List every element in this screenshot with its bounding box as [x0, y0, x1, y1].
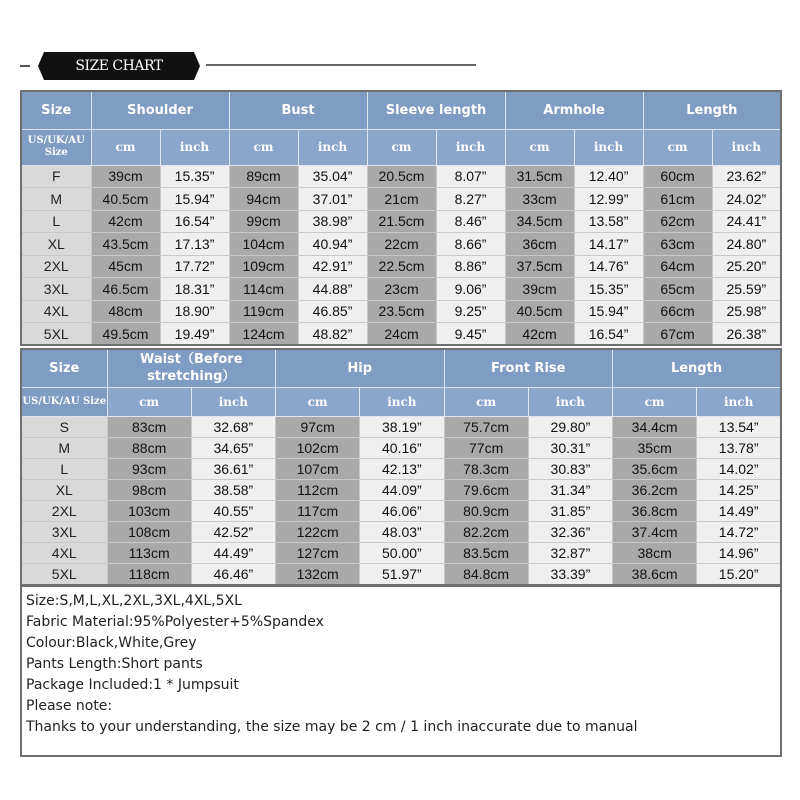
size-cell: 4XL — [21, 300, 91, 323]
size-column-header: Size — [21, 349, 107, 387]
inch-value-cell: 25.59” — [712, 278, 781, 301]
inch-value-cell: 14.02” — [697, 458, 781, 479]
inch-value-cell: 38.58” — [191, 479, 275, 500]
note-line: Thanks to your understanding, the size may be 2 cm / 1 inch inaccurate due to manual — [26, 719, 638, 735]
inch-value-cell: 15.94” — [160, 188, 229, 211]
cm-value-cell: 24cm — [367, 323, 436, 346]
region-size-label: US/UK/AU Size — [21, 387, 107, 416]
cm-value-cell: 60cm — [643, 165, 712, 188]
inch-value-cell: 9.45” — [436, 323, 505, 346]
inch-value-cell: 25.98” — [712, 300, 781, 323]
note-line: Please note: — [26, 698, 113, 714]
cm-value-cell: 37.4cm — [613, 521, 697, 542]
cm-value-cell: 66cm — [643, 300, 712, 323]
unit-inch-label: inch — [191, 387, 275, 416]
inch-value-cell: 33.39” — [528, 564, 612, 585]
inch-value-cell: 9.25” — [436, 300, 505, 323]
group-header: Sleeve length — [367, 91, 505, 129]
table-row — [21, 479, 781, 500]
unit-cm-label: cm — [276, 387, 360, 416]
group-header: Bust — [229, 91, 367, 129]
cm-value-cell: 109cm — [229, 255, 298, 278]
cm-value-cell: 67cm — [643, 323, 712, 346]
inch-value-cell: 38.98” — [298, 210, 367, 233]
cm-value-cell: 36cm — [505, 233, 574, 256]
cm-value-cell: 21.5cm — [367, 210, 436, 233]
inch-value-cell: 12.99” — [574, 188, 643, 211]
inch-value-cell: 32.36” — [528, 521, 612, 542]
cm-value-cell: 64cm — [643, 255, 712, 278]
cm-value-cell: 22cm — [367, 233, 436, 256]
size-cell: 3XL — [21, 278, 91, 301]
unit-row — [21, 387, 781, 416]
inch-value-cell: 30.83” — [528, 458, 612, 479]
cm-value-cell: 77cm — [444, 437, 528, 458]
cm-value-cell: 43.5cm — [91, 233, 160, 256]
inch-value-cell: 14.25” — [697, 479, 781, 500]
cm-value-cell: 132cm — [276, 564, 360, 585]
table-row — [21, 278, 781, 301]
cm-value-cell: 117cm — [276, 500, 360, 521]
unit-cm-label: cm — [444, 387, 528, 416]
inch-value-cell: 8.27” — [436, 188, 505, 211]
cm-value-cell: 35.6cm — [613, 458, 697, 479]
cm-value-cell: 99cm — [229, 210, 298, 233]
cm-value-cell: 83.5cm — [444, 543, 528, 564]
inch-value-cell: 29.80” — [528, 416, 612, 437]
table-row — [21, 188, 781, 211]
cm-value-cell: 75.7cm — [444, 416, 528, 437]
inch-value-cell: 25.20” — [712, 255, 781, 278]
cm-value-cell: 88cm — [107, 437, 191, 458]
size-cell: L — [21, 210, 91, 233]
size-cell: L — [21, 458, 107, 479]
group-header: Waist（Before stretching） — [107, 349, 276, 387]
unit-cm-label: cm — [91, 129, 160, 165]
inch-value-cell: 9.06” — [436, 278, 505, 301]
inch-value-cell: 30.31” — [528, 437, 612, 458]
inch-value-cell: 23.62” — [712, 165, 781, 188]
inch-value-cell: 24.02” — [712, 188, 781, 211]
inch-value-cell: 40.16” — [360, 437, 444, 458]
cm-value-cell: 118cm — [107, 564, 191, 585]
inch-value-cell: 31.34” — [528, 479, 612, 500]
region-size-label: US/UK/AU Size — [21, 129, 91, 165]
inch-value-cell: 38.19” — [360, 416, 444, 437]
unit-inch-label: inch — [697, 387, 781, 416]
inch-value-cell: 13.54” — [697, 416, 781, 437]
cm-value-cell: 36.2cm — [613, 479, 697, 500]
cm-value-cell: 49.5cm — [91, 323, 160, 346]
bottom-size-table — [20, 348, 782, 586]
unit-cm-label: cm — [107, 387, 191, 416]
inch-value-cell: 18.31” — [160, 278, 229, 301]
title-rule — [206, 64, 476, 66]
note-line: Size:S,M,L,XL,2XL,3XL,4XL,5XL — [26, 593, 242, 609]
cm-value-cell: 80.9cm — [444, 500, 528, 521]
cm-value-cell: 102cm — [276, 437, 360, 458]
group-header: Hip — [276, 349, 445, 387]
unit-inch-label: inch — [574, 129, 643, 165]
size-cell: M — [21, 188, 91, 211]
note-line: Package Included:1 * Jumpsuit — [26, 677, 239, 693]
cm-value-cell: 40.5cm — [91, 188, 160, 211]
cm-value-cell: 62cm — [643, 210, 712, 233]
unit-cm-label: cm — [367, 129, 436, 165]
table-row — [21, 165, 781, 188]
inch-value-cell: 44.49” — [191, 543, 275, 564]
inch-value-cell: 34.65” — [191, 437, 275, 458]
inch-value-cell: 46.85” — [298, 300, 367, 323]
cm-value-cell: 93cm — [107, 458, 191, 479]
cm-value-cell: 65cm — [643, 278, 712, 301]
inch-value-cell: 32.68” — [191, 416, 275, 437]
size-cell: 5XL — [21, 323, 91, 346]
table-row — [21, 416, 781, 437]
table-row — [21, 500, 781, 521]
inch-value-cell: 18.90” — [160, 300, 229, 323]
cm-value-cell: 22.5cm — [367, 255, 436, 278]
cm-value-cell: 108cm — [107, 521, 191, 542]
inch-value-cell: 19.49” — [160, 323, 229, 346]
inch-value-cell: 17.13” — [160, 233, 229, 256]
table-row — [21, 255, 781, 278]
inch-value-cell: 8.86” — [436, 255, 505, 278]
inch-value-cell: 12.40” — [574, 165, 643, 188]
inch-value-cell: 42.13” — [360, 458, 444, 479]
unit-cm-label: cm — [505, 129, 574, 165]
group-header: Shoulder — [91, 91, 229, 129]
size-cell: 5XL — [21, 564, 107, 585]
inch-value-cell: 14.72” — [697, 521, 781, 542]
size-cell: XL — [21, 479, 107, 500]
cm-value-cell: 103cm — [107, 500, 191, 521]
inch-value-cell: 14.96” — [697, 543, 781, 564]
cm-value-cell: 21cm — [367, 188, 436, 211]
cm-value-cell: 83cm — [107, 416, 191, 437]
size-cell: 4XL — [21, 543, 107, 564]
cm-value-cell: 38cm — [613, 543, 697, 564]
group-header: Length — [643, 91, 781, 129]
table-row — [21, 233, 781, 256]
size-column-header: Size — [21, 91, 91, 129]
cm-value-cell: 31.5cm — [505, 165, 574, 188]
note-line: Colour:Black,White,Grey — [26, 635, 197, 651]
inch-value-cell: 26.38” — [712, 323, 781, 346]
inch-value-cell: 14.76” — [574, 255, 643, 278]
cm-value-cell: 63cm — [643, 233, 712, 256]
cm-value-cell: 84.8cm — [444, 564, 528, 585]
inch-value-cell: 8.07” — [436, 165, 505, 188]
header-row — [21, 91, 781, 129]
inch-value-cell: 32.87” — [528, 543, 612, 564]
inch-value-cell: 13.78” — [697, 437, 781, 458]
top-size-table — [20, 90, 782, 346]
note-line: Pants Length:Short pants — [26, 656, 203, 672]
inch-value-cell: 48.03” — [360, 521, 444, 542]
inch-value-cell: 15.35” — [574, 278, 643, 301]
inch-value-cell: 42.91” — [298, 255, 367, 278]
inch-value-cell: 50.00” — [360, 543, 444, 564]
unit-inch-label: inch — [712, 129, 781, 165]
cm-value-cell: 94cm — [229, 188, 298, 211]
unit-inch-label: inch — [436, 129, 505, 165]
inch-value-cell: 24.41” — [712, 210, 781, 233]
inch-value-cell: 35.04” — [298, 165, 367, 188]
group-header: Length — [613, 349, 782, 387]
inch-value-cell: 31.85” — [528, 500, 612, 521]
title-banner — [0, 48, 800, 84]
inch-value-cell: 17.72” — [160, 255, 229, 278]
inch-value-cell: 46.46” — [191, 564, 275, 585]
cm-value-cell: 107cm — [276, 458, 360, 479]
note-line: Fabric Material:95%Polyester+5%Spandex — [26, 614, 324, 630]
cm-value-cell: 119cm — [229, 300, 298, 323]
cm-value-cell: 33cm — [505, 188, 574, 211]
cm-value-cell: 112cm — [276, 479, 360, 500]
cm-value-cell: 37.5cm — [505, 255, 574, 278]
size-cell: 2XL — [21, 255, 91, 278]
inch-value-cell: 48.82” — [298, 323, 367, 346]
table-row — [21, 210, 781, 233]
inch-value-cell: 14.49” — [697, 500, 781, 521]
inch-value-cell: 16.54” — [574, 323, 643, 346]
cm-value-cell: 34.4cm — [613, 416, 697, 437]
cm-value-cell: 38.6cm — [613, 564, 697, 585]
inch-value-cell: 16.54” — [160, 210, 229, 233]
size-cell: S — [21, 416, 107, 437]
inch-value-cell: 24.80” — [712, 233, 781, 256]
cm-value-cell: 104cm — [229, 233, 298, 256]
inch-value-cell: 15.35” — [160, 165, 229, 188]
size-cell: 2XL — [21, 500, 107, 521]
inch-value-cell: 42.52” — [191, 521, 275, 542]
inch-value-cell: 8.66” — [436, 233, 505, 256]
inch-value-cell: 13.58” — [574, 210, 643, 233]
inch-value-cell: 44.88” — [298, 278, 367, 301]
cm-value-cell: 36.8cm — [613, 500, 697, 521]
inch-value-cell: 46.06” — [360, 500, 444, 521]
inch-value-cell: 36.61” — [191, 458, 275, 479]
cm-value-cell: 113cm — [107, 543, 191, 564]
unit-inch-label: inch — [160, 129, 229, 165]
cm-value-cell: 42cm — [91, 210, 160, 233]
header-row — [21, 349, 781, 387]
table-row — [21, 458, 781, 479]
cm-value-cell: 122cm — [276, 521, 360, 542]
title-dash — [20, 65, 30, 67]
inch-value-cell: 37.01” — [298, 188, 367, 211]
table-row — [21, 323, 781, 346]
cm-value-cell: 35cm — [613, 437, 697, 458]
unit-cm-label: cm — [613, 387, 697, 416]
unit-row — [21, 129, 781, 165]
group-header: Armhole — [505, 91, 643, 129]
cm-value-cell: 78.3cm — [444, 458, 528, 479]
cm-value-cell: 45cm — [91, 255, 160, 278]
table-row — [21, 564, 781, 585]
size-cell: XL — [21, 233, 91, 256]
cm-value-cell: 20.5cm — [367, 165, 436, 188]
inch-value-cell: 8.46” — [436, 210, 505, 233]
cm-value-cell: 23.5cm — [367, 300, 436, 323]
unit-inch-label: inch — [528, 387, 612, 416]
cm-value-cell: 79.6cm — [444, 479, 528, 500]
cm-value-cell: 124cm — [229, 323, 298, 346]
cm-value-cell: 48cm — [91, 300, 160, 323]
cm-value-cell: 98cm — [107, 479, 191, 500]
size-cell: F — [21, 165, 91, 188]
cm-value-cell: 46.5cm — [91, 278, 160, 301]
cm-value-cell: 42cm — [505, 323, 574, 346]
inch-value-cell: 40.55” — [191, 500, 275, 521]
cm-value-cell: 97cm — [276, 416, 360, 437]
unit-inch-label: inch — [298, 129, 367, 165]
cm-value-cell: 127cm — [276, 543, 360, 564]
cm-value-cell: 61cm — [643, 188, 712, 211]
inch-value-cell: 14.17” — [574, 233, 643, 256]
cm-value-cell: 89cm — [229, 165, 298, 188]
unit-cm-label: cm — [643, 129, 712, 165]
inch-value-cell: 51.97” — [360, 564, 444, 585]
inch-value-cell: 15.94” — [574, 300, 643, 323]
inch-value-cell: 40.94” — [298, 233, 367, 256]
size-cell: 3XL — [21, 521, 107, 542]
cm-value-cell: 40.5cm — [505, 300, 574, 323]
group-header: Front Rise — [444, 349, 613, 387]
unit-cm-label: cm — [229, 129, 298, 165]
cm-value-cell: 23cm — [367, 278, 436, 301]
table-row — [21, 543, 781, 564]
cm-value-cell: 34.5cm — [505, 210, 574, 233]
cm-value-cell: 39cm — [505, 278, 574, 301]
table-row — [21, 300, 781, 323]
size-chart-title: SIZE CHART — [44, 52, 194, 80]
cm-value-cell: 39cm — [91, 165, 160, 188]
inch-value-cell: 44.09” — [360, 479, 444, 500]
inch-value-cell: 15.20” — [697, 564, 781, 585]
product-notes — [20, 585, 782, 757]
cm-value-cell: 114cm — [229, 278, 298, 301]
cm-value-cell: 82.2cm — [444, 521, 528, 542]
table-row — [21, 521, 781, 542]
table-row — [21, 437, 781, 458]
size-cell: M — [21, 437, 107, 458]
unit-inch-label: inch — [360, 387, 444, 416]
